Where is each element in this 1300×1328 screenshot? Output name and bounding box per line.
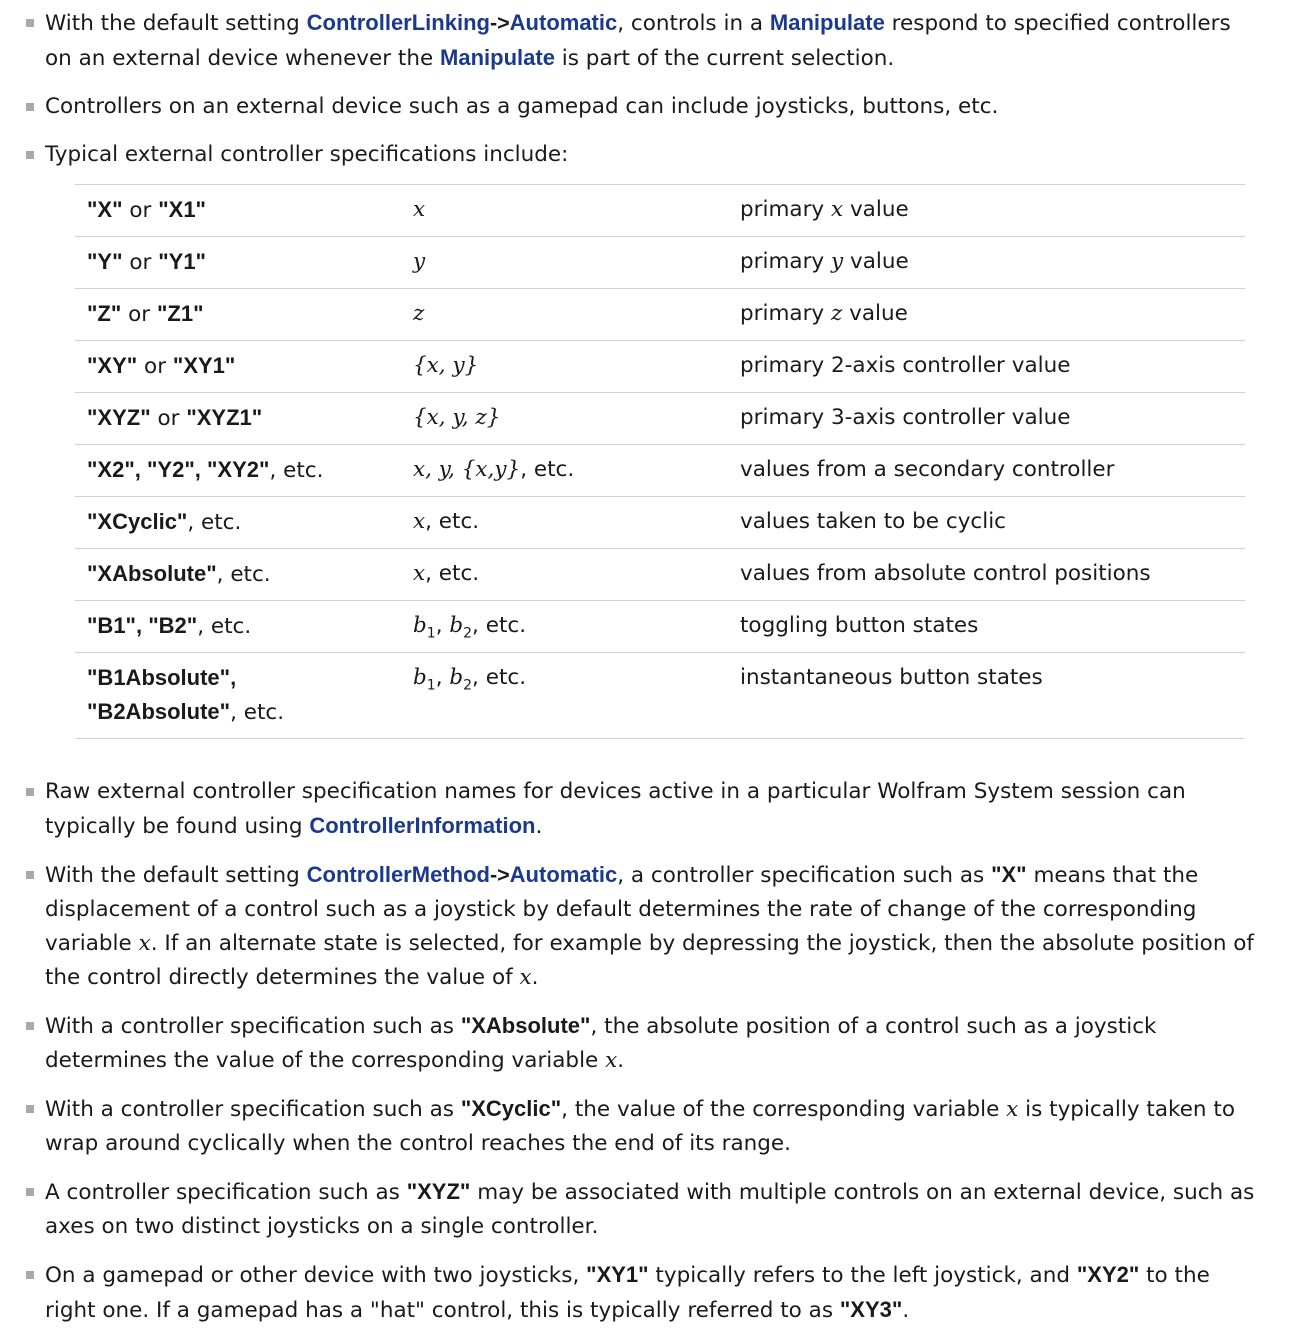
link-manipulate[interactable]: Manipulate bbox=[769, 10, 885, 35]
link-manipulate-2[interactable]: Manipulate bbox=[440, 45, 555, 70]
spec-name-cell: "Z" or "Z1" bbox=[75, 289, 401, 341]
spec-value-cell: z bbox=[401, 289, 728, 341]
spec-desc-cell: instantaneous button states bbox=[728, 653, 1245, 739]
table-row bbox=[75, 445, 1245, 497]
table-row bbox=[75, 237, 1245, 289]
spec-value-cell: $b_1$, $b_2$, etc. bbox=[401, 653, 728, 739]
note-xyz: A controller specification such as "XYZ" may be associated with multiple controls on an external device, such as axes on two distinct joysticks on a single controller. bbox=[25, 1175, 1260, 1244]
bullet-icon bbox=[26, 788, 34, 796]
note-xabsolute: With a controller specification such as "XAbsolute", the absolute position of a control such as a joystick determines the value of the corresponding variable x. bbox=[25, 1009, 1260, 1078]
bullet-icon bbox=[26, 1022, 34, 1030]
note-xcyclic: With a controller specification such as "XCyclic", the value of the corresponding variable x is typically taken to wrap around cyclically when the control reaches the end of its range. bbox=[25, 1092, 1260, 1161]
link-automatic-2[interactable]: Automatic bbox=[509, 862, 618, 887]
spec-desc-cell: primary x value bbox=[728, 185, 1245, 237]
table-row bbox=[75, 393, 1245, 445]
table-row bbox=[75, 185, 1245, 237]
link-automatic[interactable]: Automatic bbox=[509, 10, 618, 35]
spec-value-cell: x, etc. bbox=[401, 497, 728, 549]
spec-name-cell: "XCyclic", etc. bbox=[75, 497, 401, 549]
note-typical-specs: Typical external controller specifications include: bbox=[25, 138, 1260, 172]
spec-value-cell: {x, y, z} bbox=[401, 393, 728, 445]
spec-value-cell: y bbox=[401, 237, 728, 289]
spec-desc-cell: primary y value bbox=[728, 237, 1245, 289]
spec-value-cell: x, etc. bbox=[401, 549, 728, 601]
note-controller-linking: With the default setting ControllerLinking->Automatic, controls in a Manipulate respond to specified controllers on an external device whenever the Manipulate is part of the current selection. bbox=[25, 6, 1260, 76]
table-row bbox=[75, 601, 1245, 653]
spec-desc-cell: values from a secondary controller bbox=[728, 445, 1245, 497]
bullet-icon bbox=[26, 103, 34, 111]
spec-name-cell: "XY" or "XY1" bbox=[75, 341, 401, 393]
spec-desc-cell: primary 3-axis controller value bbox=[728, 393, 1245, 445]
table-row bbox=[75, 497, 1245, 549]
spec-value-cell: x, y, {x,y}, etc. bbox=[401, 445, 728, 497]
link-controllerinformation[interactable]: ControllerInformation bbox=[309, 813, 536, 838]
table-row bbox=[75, 653, 1245, 739]
table-row bbox=[75, 341, 1245, 393]
note-gamepad-joysticks: On a gamepad or other device with two joysticks, "XY1" typically refers to the left joystick, and "XY2" to the right one. If a gamepad has a "hat" control, this is typically referred to as "XY3". bbox=[25, 1258, 1260, 1328]
bullet-icon bbox=[26, 1271, 34, 1279]
note-controllers-include: Controllers on an external device such as a gamepad can include joysticks, buttons, etc. bbox=[25, 90, 1260, 124]
spec-desc-cell: values from absolute control positions bbox=[728, 549, 1245, 601]
link-controllerlinking[interactable]: ControllerLinking bbox=[306, 10, 490, 35]
spec-value-cell: $b_1$, $b_2$, etc. bbox=[401, 601, 728, 653]
spec-desc-cell: values taken to be cyclic bbox=[728, 497, 1245, 549]
spec-name-cell: "XAbsolute", etc. bbox=[75, 549, 401, 601]
bullet-icon bbox=[26, 871, 34, 879]
spec-value-cell: {x, y} bbox=[401, 341, 728, 393]
bullet-icon bbox=[26, 151, 34, 159]
bullet-icon bbox=[26, 1105, 34, 1113]
bullet-icon bbox=[26, 1188, 34, 1196]
table-row bbox=[75, 549, 1245, 601]
note-controller-information: Raw external controller specification names for devices active in a particular Wolfram System session can typically be found using ControllerInformation. bbox=[25, 775, 1260, 844]
spec-name-cell: "X" or "X1" bbox=[75, 185, 401, 237]
spec-name-cell: "Y" or "Y1" bbox=[75, 237, 401, 289]
spec-name-cell: "B1Absolute", "B2Absolute", etc. bbox=[75, 653, 401, 739]
link-controllermethod[interactable]: ControllerMethod bbox=[306, 862, 490, 887]
bullet-icon bbox=[26, 19, 34, 27]
spec-name-cell: "XYZ" or "XYZ1" bbox=[75, 393, 401, 445]
table-row bbox=[75, 289, 1245, 341]
spec-name-cell: "B1", "B2", etc. bbox=[75, 601, 401, 653]
spec-name-cell: "X2", "Y2", "XY2", etc. bbox=[75, 445, 401, 497]
note-controller-method: With the default setting ControllerMethod->Automatic, a controller specification such as "X" means that the displacement of a control such as a joystick by default determines the rate of change of the corresponding variable x. If an alternate state is selected, for example by depressing the joystick, then the absolute position of the control directly determines the value of x. bbox=[25, 858, 1260, 995]
spec-desc-cell: toggling button states bbox=[728, 601, 1245, 653]
spec-value-cell: x bbox=[401, 185, 728, 237]
spec-desc-cell: primary 2-axis controller value bbox=[728, 341, 1245, 393]
controller-spec-table bbox=[75, 184, 1245, 739]
spec-desc-cell: primary z value bbox=[728, 289, 1245, 341]
